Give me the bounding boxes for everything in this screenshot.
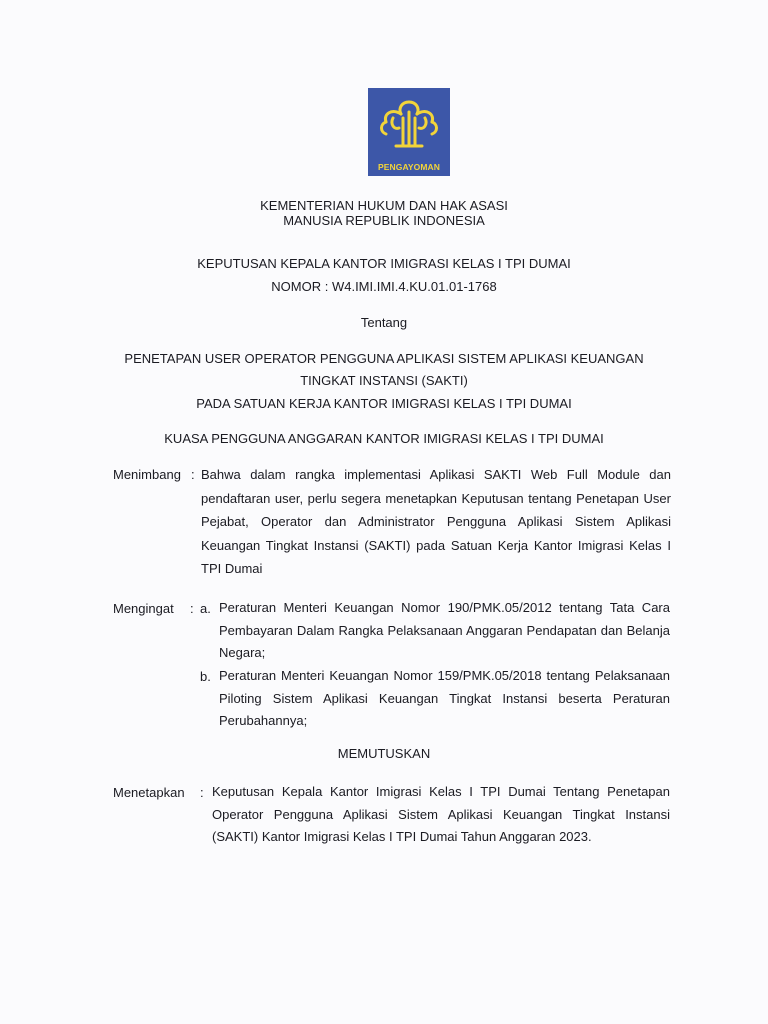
about-label: Tentang bbox=[360, 315, 408, 330]
mengingat-label: Mengingat bbox=[113, 601, 174, 616]
subject-line-1: PENETAPAN USER OPERATOR PENGGUNA APLIKASI SISTEM APLIKASI KEUANGAN bbox=[124, 351, 644, 366]
mengingat-colon: : bbox=[190, 601, 194, 616]
ministry-line-1: KEMENTERIAN HUKUM DAN HAK ASASI bbox=[260, 198, 508, 213]
memutuskan-heading: MEMUTUSKAN bbox=[337, 746, 431, 761]
decree-title: KEPUTUSAN KEPALA KANTOR IMIGRASI KELAS I TPI DUMAI bbox=[197, 256, 571, 271]
subject-line-2: TINGKAT INSTANSI (SAKTI) bbox=[300, 373, 468, 388]
menimbang-text: Bahwa dalam rangka implementasi Aplikasi SAKTI Web Full Module dan pendaftaran user, perlu segera menetapkan Keputusan tentang Penetapan User Pejabat, Operator dan Administrator Pengguna Aplikasi Sistem Aplikasi Keuangan Tingkat Instansi (SAKTI) pada Satuan Kerja Kantor Imigrasi Kelas I TPI Dumai bbox=[201, 467, 671, 576]
menetapkan-label: Menetapkan bbox=[113, 785, 185, 800]
ministry-line-2: MANUSIA REPUBLIK INDONESIA bbox=[283, 213, 485, 228]
tree-emblem-icon bbox=[368, 88, 450, 160]
menetapkan-text: Keputusan Kepala Kantor Imigrasi Kelas I TPI Dumai Tentang Penetapan Operator Pengguna Aplikasi Sistem Aplikasi Keuangan Tingkat Instansi (SAKTI) Kantor Imigrasi Kelas I TPI Dumai Tahun Anggaran 2023. bbox=[212, 784, 670, 844]
logo-caption: PENGAYOMAN bbox=[377, 162, 441, 172]
mengingat-item-b-text: Peraturan Menteri Keuangan Nomor 159/PMK.05/2018 tentang Pelaksanaan Piloting Sistem Aplikasi Keuangan Tingkat Instansi beserta Peraturan Perubahannya; bbox=[219, 668, 670, 728]
mengingat-item-b-letter: b. bbox=[200, 669, 211, 684]
menimbang-colon: : bbox=[191, 467, 195, 482]
subject-line-3: PADA SATUAN KERJA KANTOR IMIGRASI KELAS I TPI DUMAI bbox=[196, 396, 572, 411]
mengingat-item-a-letter: a. bbox=[200, 601, 211, 616]
decree-number: NOMOR : W4.IMI.IMI.4.KU.01.01-1768 bbox=[271, 279, 497, 294]
menetapkan-colon: : bbox=[200, 785, 204, 800]
pengayoman-logo bbox=[368, 88, 450, 176]
authority-line: KUASA PENGGUNA ANGGARAN KANTOR IMIGRASI KELAS I TPI DUMAI bbox=[164, 431, 604, 446]
mengingat-item-a-text: Peraturan Menteri Keuangan Nomor 190/PMK.05/2012 tentang Tata Cara Pembayaran Dalam Rangka Pelaksanaan Anggaran Pendapatan dan Belanja Negara; bbox=[219, 600, 670, 660]
menimbang-label: Menimbang bbox=[113, 467, 181, 482]
